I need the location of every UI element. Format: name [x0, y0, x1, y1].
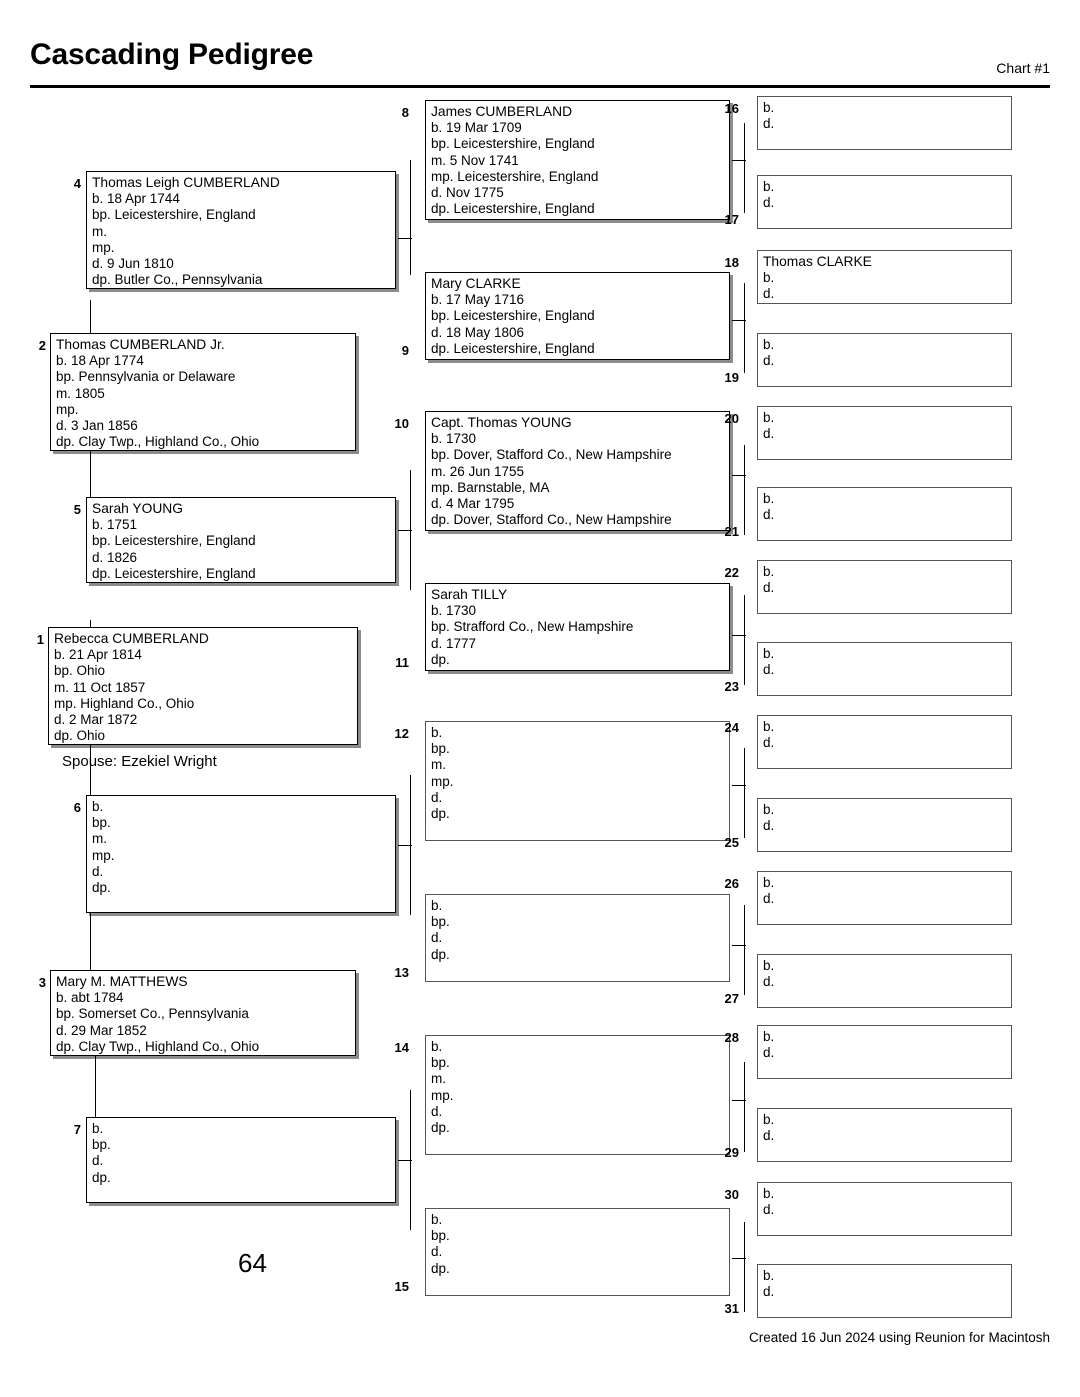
person-death-place: dp.	[92, 1169, 111, 1185]
person-box-18[interactable]	[757, 250, 1012, 304]
person-death-place: dp. Leicestershire, England	[431, 340, 595, 356]
person-birth: b.	[763, 802, 775, 817]
person-birth-place: bp.	[431, 914, 450, 930]
header-divider	[30, 85, 1050, 88]
person-marriage: m. 1805	[56, 385, 105, 401]
person-box-26[interactable]	[757, 871, 1012, 925]
person-death: d.	[763, 662, 775, 678]
person-name: Capt. Thomas YOUNG	[431, 415, 572, 430]
connector	[732, 785, 746, 786]
person-index-4: 4	[73, 176, 81, 191]
person-birth: b. 1730	[431, 431, 477, 447]
page-title: Cascading Pedigree	[30, 38, 314, 71]
person-death: d. 1777	[431, 635, 477, 651]
person-index-16: 16	[724, 101, 739, 116]
person-birth: b.	[763, 179, 775, 194]
person-marriage: m.	[431, 1071, 446, 1087]
person-box-19[interactable]	[757, 333, 1012, 387]
person-marriage-place: mp.	[431, 1087, 454, 1103]
person-birth: b.	[763, 719, 775, 734]
person-box-7[interactable]	[86, 1117, 396, 1203]
person-box-14[interactable]	[425, 1035, 730, 1155]
connector	[744, 283, 745, 373]
person-name: Thomas CLARKE	[763, 254, 872, 269]
person-name: Sarah YOUNG	[92, 501, 183, 516]
person-marriage: m. 11 Oct 1857	[54, 679, 146, 695]
person-box-24[interactable]	[757, 715, 1012, 769]
person-death: d.	[431, 1244, 443, 1260]
person-box-25[interactable]	[757, 798, 1012, 852]
person-death-place: dp.	[431, 651, 450, 667]
person-death: d.	[763, 1202, 775, 1218]
person-death-place: dp.	[431, 806, 450, 822]
person-marriage: m.	[431, 757, 446, 773]
person-death-place: dp. Clay Twp., Highland Co., Ohio	[56, 434, 260, 450]
person-box-20[interactable]	[757, 406, 1012, 460]
person-death-place: dp. Leicestershire, England	[431, 201, 595, 217]
person-marriage-place: mp. Highland Co., Ohio	[54, 695, 195, 711]
person-birth-place: bp. Dover, Stafford Co., New Hampshire	[431, 447, 672, 463]
person-death-place: dp. Dover, Stafford Co., New Hampshire	[431, 512, 672, 528]
person-box-8[interactable]	[425, 100, 730, 220]
person-birth: b.	[431, 725, 443, 740]
person-index-6: 6	[73, 800, 81, 815]
person-index-14: 14	[394, 1040, 409, 1055]
person-death: d.	[763, 818, 775, 834]
person-birth: b.	[92, 799, 104, 814]
person-death: d. 1826	[92, 549, 138, 565]
person-death: d.	[763, 353, 775, 369]
person-death: d.	[763, 1045, 775, 1061]
person-birth: b.	[763, 1029, 775, 1044]
connector	[732, 320, 746, 321]
person-index-11: 11	[395, 655, 409, 670]
person-name: James CUMBERLAND	[431, 104, 573, 119]
connector	[732, 475, 746, 476]
person-marriage: m.	[92, 831, 107, 847]
person-birth: b.	[763, 491, 775, 506]
person-birth-place: bp.	[92, 815, 111, 831]
person-death: d.	[763, 426, 775, 442]
person-box-29[interactable]	[757, 1108, 1012, 1162]
person-index-7: 7	[73, 1122, 81, 1137]
person-death: d.	[431, 789, 443, 805]
person-box-1[interactable]	[48, 627, 358, 745]
person-box-6[interactable]	[86, 795, 396, 913]
person-box-11[interactable]	[425, 583, 730, 671]
person-box-31[interactable]	[757, 1264, 1012, 1318]
person-death: d. 2 Mar 1872	[54, 712, 138, 728]
person-birth-place: bp. Ohio	[54, 663, 106, 679]
person-death: d.	[763, 286, 775, 302]
person-death-place: dp.	[92, 880, 111, 896]
person-birth-place: bp. Leicestershire, England	[92, 207, 256, 223]
person-death: d. 18 May 1806	[431, 324, 525, 340]
person-death: d.	[763, 580, 775, 596]
person-box-9[interactable]	[425, 272, 730, 360]
connector	[398, 530, 412, 531]
person-box-15[interactable]	[425, 1208, 730, 1296]
person-box-28[interactable]	[757, 1025, 1012, 1079]
connector	[732, 1100, 746, 1101]
person-index-3: 3	[38, 975, 46, 990]
spouse-note: Spouse: Ezekiel Wright	[62, 753, 217, 770]
person-index-28: 28	[724, 1030, 739, 1045]
person-birth: b. 21 Apr 1814	[54, 647, 142, 663]
person-birth: b.	[763, 646, 775, 661]
person-birth-place: bp. Leicestershire, England	[92, 533, 256, 549]
person-birth: b.	[763, 410, 775, 425]
person-death: d.	[763, 974, 775, 990]
person-birth: b.	[763, 1268, 775, 1283]
connector	[744, 123, 745, 213]
person-death: d.	[431, 1103, 443, 1119]
person-index-21: 21	[724, 524, 739, 539]
person-death: d.	[763, 195, 775, 211]
person-index-30: 30	[724, 1187, 739, 1202]
person-death-place: dp. Clay Twp., Highland Co., Ohio	[56, 1038, 260, 1054]
person-birth: b.	[763, 875, 775, 890]
person-box-10[interactable]	[425, 411, 730, 531]
person-index-2: 2	[38, 338, 46, 353]
person-index-12: 12	[394, 726, 409, 741]
person-box-16[interactable]	[757, 96, 1012, 150]
person-birth-place: bp. Leicestershire, England	[431, 308, 595, 324]
person-box-2[interactable]	[50, 333, 356, 451]
person-name: Mary CLARKE	[431, 276, 521, 291]
connector	[744, 445, 745, 535]
person-index-19: 19	[724, 370, 739, 385]
person-birth-place: bp.	[431, 741, 450, 757]
person-name: Mary M. MATTHEWS	[56, 974, 188, 989]
person-marriage: m. 5 Nov 1741	[431, 152, 519, 168]
connector	[744, 1222, 745, 1312]
person-index-8: 8	[401, 105, 409, 120]
person-birth: b.	[431, 898, 443, 913]
connector	[410, 160, 411, 275]
connector	[95, 1052, 96, 1122]
person-death-place: dp.	[431, 1260, 450, 1276]
person-index-17: 17	[724, 212, 739, 227]
person-index-20: 20	[724, 411, 739, 426]
person-death: d.	[763, 891, 775, 907]
person-death: d. 3 Jan 1856	[56, 418, 138, 434]
connector	[398, 1160, 412, 1161]
person-index-22: 22	[724, 565, 739, 580]
person-birth: b.	[763, 958, 775, 973]
person-index-25: 25	[724, 835, 739, 850]
person-box-23[interactable]	[757, 642, 1012, 696]
person-marriage-place: mp.	[92, 847, 115, 863]
person-box-22[interactable]	[757, 560, 1012, 614]
person-death: d.	[431, 930, 443, 946]
person-index-9: 9	[401, 343, 409, 358]
person-box-27[interactable]	[757, 954, 1012, 1008]
person-index-15: 15	[394, 1279, 409, 1294]
person-death-place: dp.	[431, 946, 450, 962]
person-index-29: 29	[724, 1145, 739, 1160]
person-index-23: 23	[724, 679, 739, 694]
footer-credit: Created 16 Jun 2024 using Reunion for Macintosh	[749, 1330, 1050, 1345]
person-birth: b.	[763, 1112, 775, 1127]
person-index-18: 18	[724, 255, 739, 270]
person-birth-place: bp. Pennsylvania or Delaware	[56, 369, 236, 385]
person-death: d.	[763, 735, 775, 751]
person-box-5[interactable]	[86, 497, 396, 583]
person-name: Sarah TILLY	[431, 587, 508, 602]
person-box-4[interactable]	[86, 171, 396, 289]
person-birth: b.	[763, 270, 775, 286]
person-death: d.	[92, 863, 104, 879]
person-death: d. 9 Jun 1810	[92, 256, 174, 272]
person-birth: b. 19 Mar 1709	[431, 120, 522, 136]
person-birth: b. 18 Apr 1744	[92, 191, 180, 207]
person-name: Thomas Leigh CUMBERLAND	[92, 175, 280, 190]
person-name: Rebecca CUMBERLAND	[54, 631, 209, 646]
connector	[732, 635, 746, 636]
person-death-place: dp. Leicestershire, England	[92, 565, 256, 581]
person-index-31: 31	[724, 1301, 739, 1316]
person-index-24: 24	[724, 720, 739, 735]
connector	[744, 1062, 745, 1152]
person-death: d.	[763, 507, 775, 523]
person-birth-place: bp. Leicestershire, England	[431, 136, 595, 152]
person-name: Thomas CUMBERLAND Jr.	[56, 337, 225, 352]
person-death-place: dp. Ohio	[54, 728, 106, 744]
person-index-5: 5	[73, 502, 81, 517]
chart-number-label: Chart #1	[996, 60, 1050, 76]
person-box-3[interactable]	[50, 970, 356, 1056]
person-death: d. Nov 1775	[431, 185, 504, 201]
person-death-place: dp.	[431, 1120, 450, 1136]
person-death: d. 29 Mar 1852	[56, 1022, 147, 1038]
connector	[398, 845, 412, 846]
connector	[744, 748, 745, 838]
person-birth: b. 1730	[431, 603, 477, 619]
page-number: 64	[238, 1248, 267, 1278]
person-birth-place: bp.	[92, 1137, 111, 1153]
connector	[732, 160, 746, 161]
person-box-30[interactable]	[757, 1182, 1012, 1236]
person-death: d.	[763, 1284, 775, 1300]
person-index-10: 10	[394, 416, 409, 431]
person-death: d.	[92, 1153, 104, 1169]
person-index-1: 1	[36, 632, 44, 647]
person-birth-place: bp. Strafford Co., New Hampshire	[431, 619, 634, 635]
connector	[732, 945, 746, 946]
person-death-place: dp. Butler Co., Pennsylvania	[92, 272, 263, 288]
person-box-13[interactable]	[425, 894, 730, 982]
person-index-27: 27	[724, 991, 739, 1006]
person-birth: b. abt 1784	[56, 990, 124, 1006]
person-index-13: 13	[394, 965, 409, 980]
person-marriage-place: mp.	[431, 773, 454, 789]
person-index-26: 26	[724, 876, 739, 891]
person-box-21[interactable]	[757, 487, 1012, 541]
person-birth-place: bp. Somerset Co., Pennsylvania	[56, 1006, 249, 1022]
person-birth: b.	[431, 1212, 443, 1227]
person-birth: b.	[763, 100, 775, 115]
connector	[398, 238, 412, 239]
person-marriage: m.	[92, 223, 107, 239]
person-box-12[interactable]	[425, 721, 730, 841]
person-birth-place: bp.	[431, 1228, 450, 1244]
connector	[732, 1258, 746, 1259]
person-marriage-place: mp.	[92, 239, 115, 255]
person-marriage-place: mp.	[56, 401, 79, 417]
person-birth: b.	[431, 1039, 443, 1054]
person-death: d.	[763, 116, 775, 132]
person-birth: b. 1751	[92, 517, 138, 533]
person-birth: b.	[92, 1121, 104, 1136]
person-birth-place: bp.	[431, 1055, 450, 1071]
person-marriage-place: mp. Leicestershire, England	[431, 168, 599, 184]
person-birth: b.	[763, 564, 775, 579]
person-birth: b. 18 Apr 1774	[56, 353, 144, 369]
connector	[744, 905, 745, 995]
person-birth: b. 17 May 1716	[431, 292, 525, 308]
person-marriage: m. 26 Jun 1755	[431, 463, 525, 479]
person-box-17[interactable]	[757, 175, 1012, 229]
person-death: d. 4 Mar 1795	[431, 496, 515, 512]
connector	[744, 595, 745, 685]
person-marriage-place: mp. Barnstable, MA	[431, 479, 550, 495]
person-birth: b.	[763, 1186, 775, 1201]
person-death: d.	[763, 1128, 775, 1144]
person-birth: b.	[763, 337, 775, 352]
